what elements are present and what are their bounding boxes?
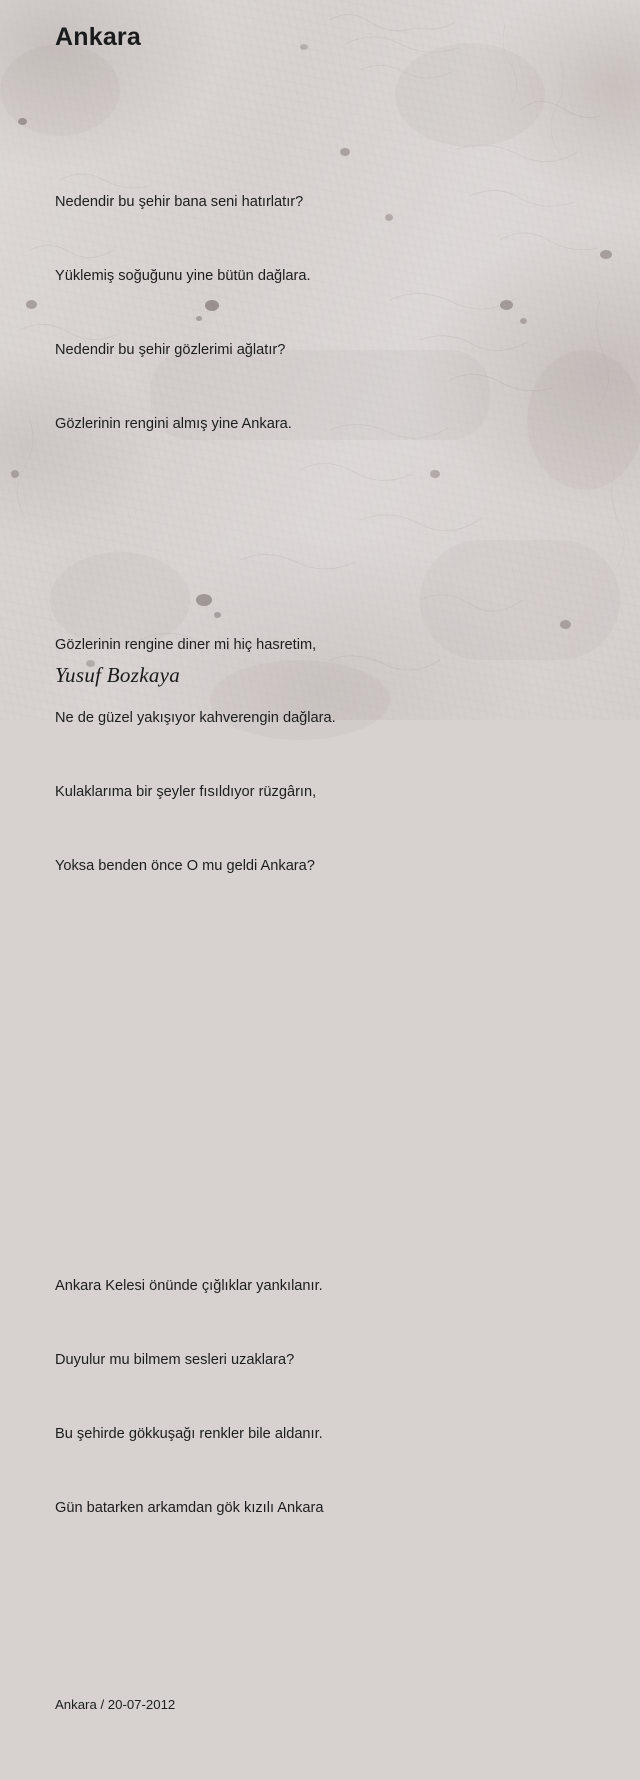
poem-line: Nedendir bu şehir bana seni hatırlatır?	[55, 190, 600, 215]
poem-stanza	[55, 141, 600, 485]
poem-line: Bu şehirde gökkuşağı renkler bile aldanır.	[55, 1422, 600, 1447]
page-title: Ankara	[55, 24, 600, 52]
poem-line: Duyulur mu bilmem sesleri uzaklara?	[55, 1348, 600, 1373]
poem-line: Ankara Kelesi önünde çığlıklar yankılanır.	[55, 1274, 600, 1299]
poem-body	[55, 68, 600, 1780]
poem-line: Ne de güzel yakışıyor kahverengin dağlara.	[55, 706, 600, 731]
poem-page	[0, 0, 640, 720]
poem-line: Nedendir bu şehir gözlerimi ağlatır?	[55, 338, 600, 363]
poem-line: Yoksa benden önce O mu geldi Ankara?	[55, 854, 600, 879]
poem-stanza	[55, 583, 600, 927]
poem-line: Yüklemiş soğuğunu yine bütün dağlara.	[55, 264, 600, 289]
poem-line: Gözlerinin rengine diner mi hiç hasretim,	[55, 633, 600, 658]
poem-line: Gözlerinin rengini almış yine Ankara.	[55, 412, 600, 437]
poem-stanza	[55, 1225, 600, 1569]
poem-date: Ankara / 20-07-2012	[55, 1693, 600, 1718]
poem-line: Kulaklarıma bir şeyler fısıldıyor rüzgârın,	[55, 780, 600, 805]
author-signature: Yusuf Bozkaya	[55, 663, 180, 688]
poem-line: Gün batarken arkamdan gök kızılı Ankara	[55, 1496, 600, 1521]
stanza-spacer	[55, 1025, 600, 1151]
